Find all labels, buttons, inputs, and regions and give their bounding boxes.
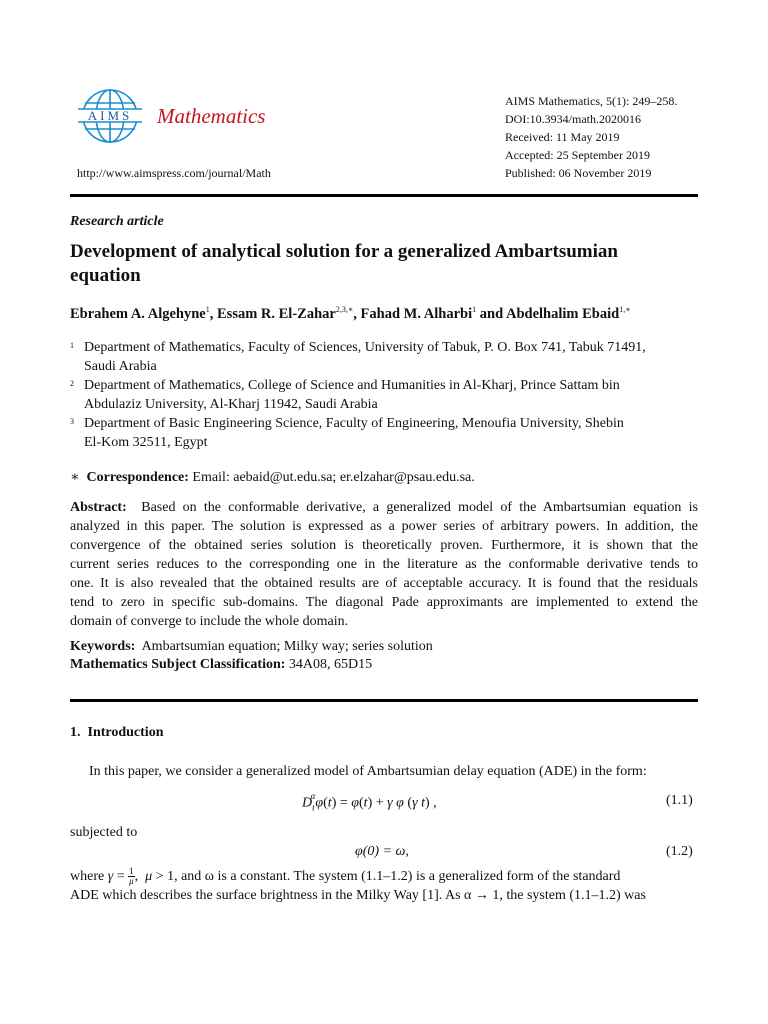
author-name: Fahad M. Alharbi — [360, 305, 473, 322]
subjected-to: subjected to — [70, 825, 138, 840]
abstract-line: analyzed in this paper. The solution is expressed as a power series of arbitrary powers. In addition, the — [70, 519, 698, 534]
author-name: Abdelhalim Ebaid — [505, 305, 620, 322]
citation: AIMS Mathematics, 5(1): 249–258. — [505, 94, 678, 108]
last-line: ADE which describes the surface brightness in the Milky Way [1]. As α → 1, the system (1.1–1.2) was — [70, 888, 646, 903]
author-name: Ebrahem A. Algehyne — [70, 305, 206, 322]
aims-logo — [76, 88, 144, 144]
affiliation-line: Saudi Arabia — [84, 359, 157, 374]
author-affiliation-mark: 1 — [472, 305, 477, 314]
journal-name: Mathematics — [157, 104, 266, 128]
author-affiliation-mark: 2,3,∗ — [335, 305, 354, 314]
correspondence-star: ∗ — [70, 470, 80, 485]
article-type: Research article — [70, 214, 164, 229]
abstract-line: current series reduces to the corresponding one in the literature as the conformable derivative tends to — [70, 557, 698, 572]
title-line-2: equation — [70, 265, 141, 286]
msc-text: 34A08, 65D15 — [288, 657, 373, 672]
author-affiliation-mark: 1 — [205, 305, 210, 314]
affiliation-number: 2 — [70, 379, 74, 388]
header-rule — [70, 194, 698, 197]
article-title — [70, 240, 700, 288]
accepted-date: Accepted: 25 September 2019 — [505, 148, 650, 162]
abstract-line: one. It is also revealed that the obtained results are of acceptable accuracy. It is found that the residuals — [70, 576, 698, 591]
author-list — [70, 305, 631, 323]
journal-url[interactable]: http://www.aimspress.com/journal/Math — [77, 166, 271, 180]
correspondence-emails[interactable]: Email: aebaid@ut.edu.sa; er.elzahar@psau.edu.sa. — [192, 470, 475, 485]
correspondence — [70, 468, 475, 487]
abstract-label: Abstract: — [70, 500, 127, 515]
keywords-text: Ambartsumian equation; Milky way; series solution — [141, 639, 433, 654]
abstract — [70, 498, 698, 631]
keywords-label: Keywords: — [70, 639, 136, 654]
equation-1-1: $D_t^\alpha\varphi(t) = \varphi(t) + \gamma$ φ (γ t) , — [302, 791, 437, 813]
affiliation-number: 3 — [70, 417, 74, 426]
affiliation-3 — [70, 414, 700, 452]
author-separator: and — [476, 305, 506, 322]
where-text: , and ω is a constant. The system (1.1–1.2) is a generalized form of the standard — [174, 869, 621, 884]
author-separator: , — [209, 305, 217, 322]
title-line-1: Development of analytical solution for a generalized Ambartsumian — [70, 241, 618, 262]
author-name: Essam R. El-Zahar — [217, 305, 336, 322]
affiliation-line: Abdulaziz University, Al-Kharj 11942, Saudi Arabia — [84, 397, 378, 412]
keywords — [70, 637, 433, 656]
equation-number: (1.2) — [666, 844, 693, 859]
published-date: Published: 06 November 2019 — [505, 166, 652, 180]
abstract-line: domain of converge to include the whole domain. — [70, 614, 349, 629]
logo-letters: AIMS — [87, 108, 133, 123]
received-date: Received: 11 May 2019 — [505, 130, 620, 144]
correspondence-label: Correspondence: — [86, 470, 189, 485]
doi[interactable]: DOI:10.3934/math.2020016 — [505, 112, 641, 126]
affiliation-2 — [70, 376, 700, 414]
abstract-rule — [70, 699, 698, 702]
affiliation-1 — [70, 338, 700, 376]
affiliation-number: 1 — [70, 341, 74, 350]
abstract-line: convergence of the obtained series solution is theoretically proven. Furthermore, it is shown that the — [70, 538, 698, 553]
affiliation-line: El-Kom 32511, Egypt — [84, 435, 208, 450]
author-separator: , — [353, 305, 361, 322]
affiliation-line: Department of Mathematics, College of Science and Humanities in Al-Kharj, Prince Sattam bin — [84, 378, 620, 393]
where-line: where γ = $\frac{1}{\mu}$ , μ > 1, and ω is a constant. The system (1.1–1.2) is a generalized form of the standard — [70, 866, 621, 887]
section-heading: 1. Introduction — [70, 725, 164, 740]
affiliation-line: Department of Mathematics, Faculty of Sciences, University of Tabuk, P. O. Box 741, Tabuk 71491, — [84, 340, 646, 355]
affiliation-line: Department of Basic Engineering Science, Faculty of Engineering, Menoufia University, Shebin — [84, 416, 624, 431]
author-affiliation-mark: 1,∗ — [619, 305, 631, 314]
intro-line: In this paper, we consider a generalized model of Ambartsumian delay equation (ADE) in the form: — [89, 764, 647, 779]
equation-number: (1.1) — [666, 793, 693, 808]
msc — [70, 655, 372, 674]
abstract-line: tend to zero in specific sub-domains. The diagonal Pade approximants are implemented to extend the — [70, 595, 698, 610]
abstract-line: Based on the conformable derivative, a generalized model of the Ambartsumian equation is — [141, 500, 699, 515]
equation-1-2: φ(0) = ω, — [355, 844, 409, 859]
msc-label: Mathematics Subject Classification: — [70, 657, 286, 672]
